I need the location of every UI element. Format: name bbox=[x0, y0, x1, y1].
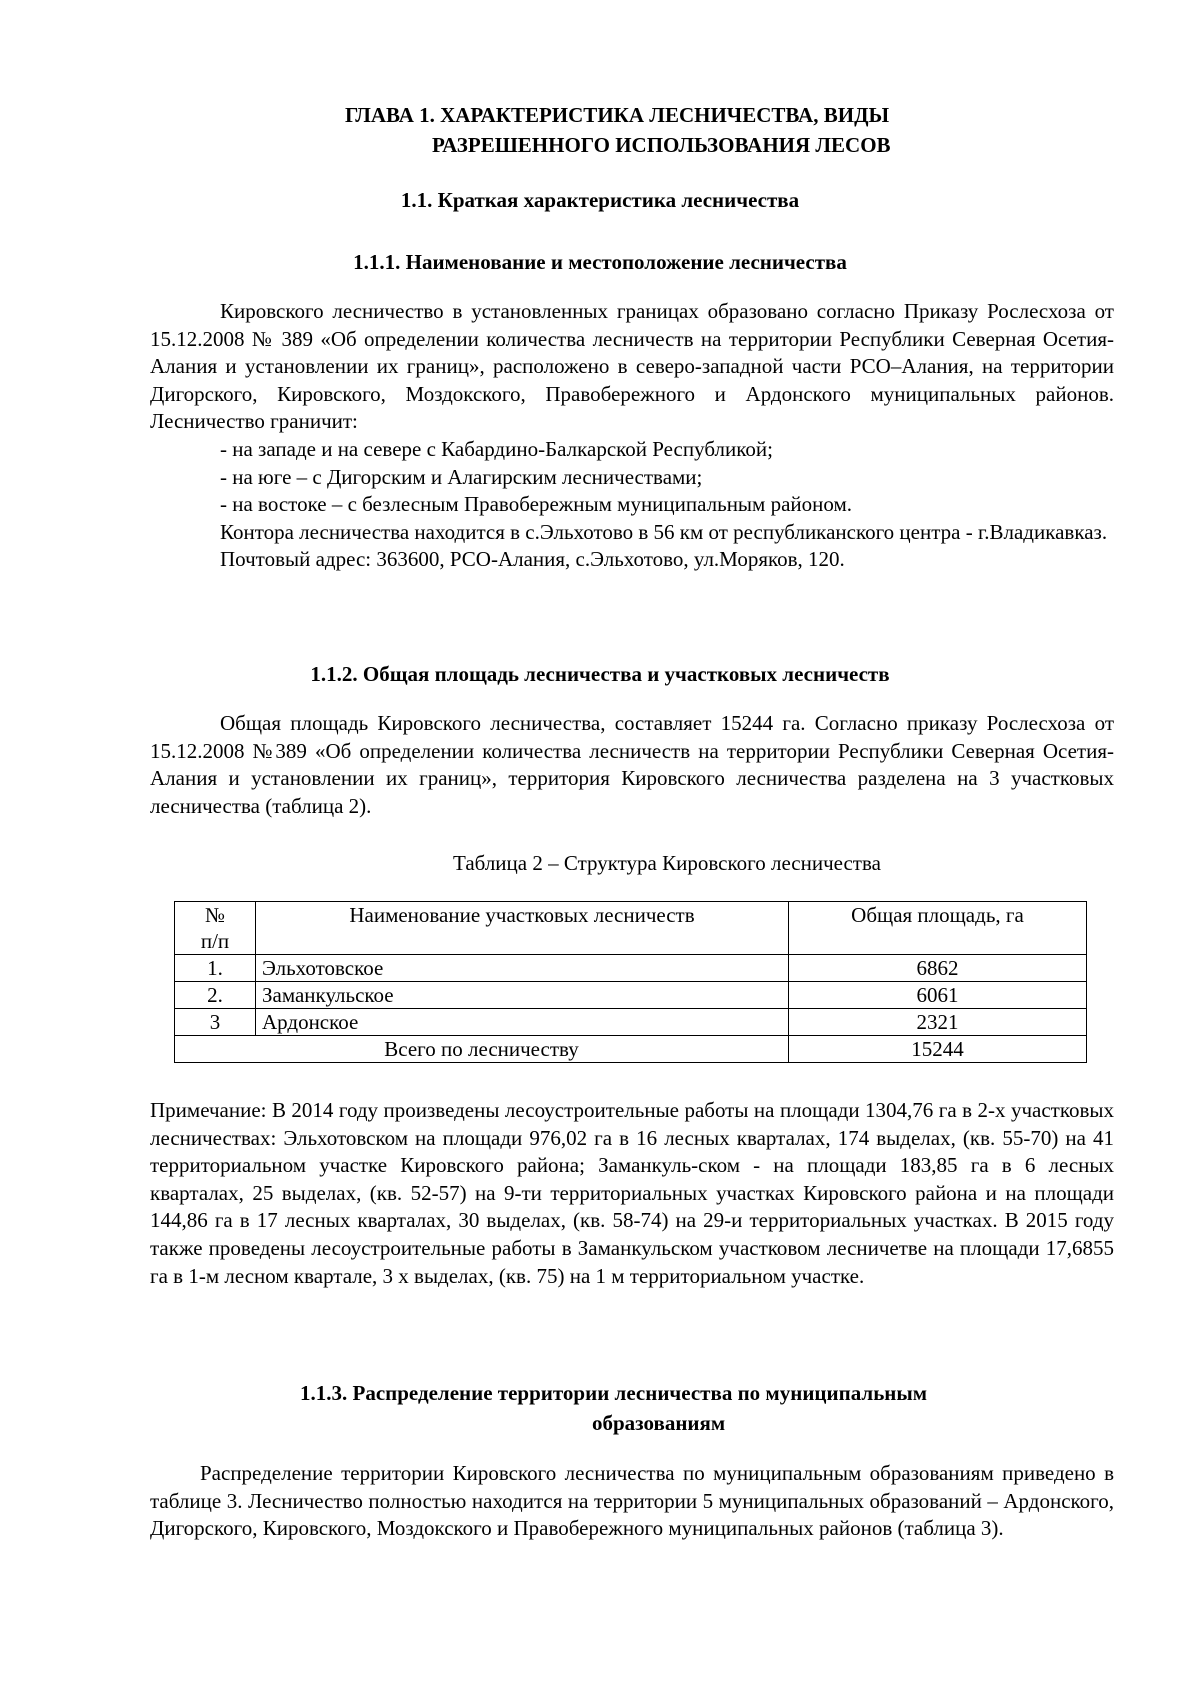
chapter-title-line1: ГЛАВА 1. ХАРАКТЕРИСТИКА ЛЕСНИЧЕСТВА, ВИДЫ bbox=[345, 103, 890, 127]
table-2-caption: Таблица 2 – Структура Кировского лесничества bbox=[453, 851, 881, 875]
intro-paragraph: Кировского лесничество в установленных границах образовано согласно Приказу Рослесхоза от 15.12.2008 № 389 «Об определении количества лесничеств на территории Республики Северная Осетия-Алания и установлении их границ», расположено в северо-западной части РСО–Алания, на территории Дигорского, Кировского, Моздокского, Правобережного и Ардонского муниципальных районов. Лесничество граничит: bbox=[150, 299, 1114, 434]
header-num bbox=[175, 902, 256, 955]
border-item-south: - на юге – с Дигорским и Алагирским лесничествами; bbox=[220, 464, 703, 489]
row-area: 6862 bbox=[789, 955, 1087, 982]
table-row bbox=[175, 1009, 1087, 1036]
row-area: 2321 bbox=[789, 1009, 1087, 1036]
table-total-row bbox=[175, 1036, 1087, 1063]
border-item-east: - на востоке – с безлесным Правобережным муниципальным районом. bbox=[220, 492, 853, 517]
section-1-1-heading: 1.1. Краткая характеристика лесничества bbox=[400, 188, 800, 212]
section-1-1-2-heading: 1.1.2. Общая площадь лесничества и участковых лесничеств bbox=[310, 662, 890, 686]
section-1-1-2-body bbox=[150, 710, 1114, 820]
note-body bbox=[150, 1097, 1114, 1290]
table-row bbox=[175, 955, 1087, 982]
note-paragraph: Примечание: В 2014 году произведены лесоустроительные работы на площади 1304,76 га в 2-х участковых лесничествах: Эльхотовском на площади 976,02 га в 16 лесных кварталах, 174 выделах, (кв. 55-70) на 41 территориальном участке Кировского района; Заманкуль-ском - на площади 183,85 га в 6 лесных кварталах, 25 выделах, (кв. 52-57) на 9-ти территориальных участках Кировского района и на площади 144,86 га в 17 лесных кварталах, 30 выделах, (кв. 58-74) на 29-и территориальных участках. В 2015 году также проведены лесоустроительные работы в Заманкульском участковом лесничетве на площади 17,6855 га в 1-м лесном квартале, 3 х выделах, (кв. 75) на 1 м территориальном участке. bbox=[150, 1098, 1114, 1288]
section-1-1-3-body bbox=[150, 1460, 1114, 1543]
section-1-1-3-heading-line2: образованиям bbox=[592, 1411, 726, 1435]
section-1-1-3-heading-line1 bbox=[150, 1378, 1114, 1408]
row-name: Заманкульское bbox=[256, 982, 789, 1009]
office-paragraph: Контора лесничества находится в с.Эльхотово в 56 км от республиканского центра - г.Владикавказ. bbox=[220, 519, 1108, 544]
section-1-1-3-number: 1.1.3 bbox=[300, 1381, 342, 1405]
header-name: Наименование участковых лесничеств bbox=[256, 902, 789, 955]
row-num: 3 bbox=[175, 1009, 256, 1036]
row-num: 2. bbox=[175, 982, 256, 1009]
address-paragraph: Почтовый адрес: 363600, РСО-Алания, с.Эльхотово, ул.Моряков, 120. bbox=[220, 547, 845, 572]
section-1-1-3-title-part1: . Распределение территории лесничества по муниципальным bbox=[342, 1381, 928, 1405]
table-row bbox=[175, 982, 1087, 1009]
section-1-1-1-body bbox=[150, 298, 1114, 574]
chapter-title-line2: РАЗРЕШЕННОГО ИСПОЛЬЗОВАНИЯ ЛЕСОВ bbox=[432, 133, 891, 157]
row-num: 1. bbox=[175, 955, 256, 982]
table-header-row bbox=[175, 902, 1087, 955]
header-num-label: № п/п bbox=[200, 903, 230, 953]
border-item-west: - на западе и на севере с Кабардино-Балкарской Республикой; bbox=[220, 436, 773, 461]
section-1-1-3-heading bbox=[150, 1378, 1114, 1438]
area-paragraph: Общая площадь Кировского лесничества, составляет 15244 га. Согласно приказу Рослесхоза от 15.12.2008 №389 «Об определении количества лесничеств на территории Республики Северная Осетия-Алания и установлении их границ», территория Кировского лесничества разделена на 3 участковых лесничества (таблица 2). bbox=[150, 711, 1114, 818]
total-label: Всего по лесничеству bbox=[175, 1036, 789, 1063]
total-area: 15244 bbox=[789, 1036, 1087, 1063]
structure-table bbox=[174, 901, 1087, 1063]
row-name: Ардонское bbox=[256, 1009, 789, 1036]
distribution-paragraph: Распределение территории Кировского лесничества по муниципальным образованиям приведено в таблице 3. Лесничество полностью находится на территории 5 муниципальных образований – Ардонского, Дигорского, Кировского, Моздокского и Правобережного муниципальных районов (таблица 3). bbox=[150, 1461, 1114, 1541]
section-1-1-1-heading: 1.1.1. Наименование и местоположение лесничества bbox=[353, 250, 847, 274]
chapter-title bbox=[150, 100, 1050, 160]
header-area: Общая площадь, га bbox=[789, 902, 1087, 955]
row-name: Эльхотовское bbox=[256, 955, 789, 982]
row-area: 6061 bbox=[789, 982, 1087, 1009]
